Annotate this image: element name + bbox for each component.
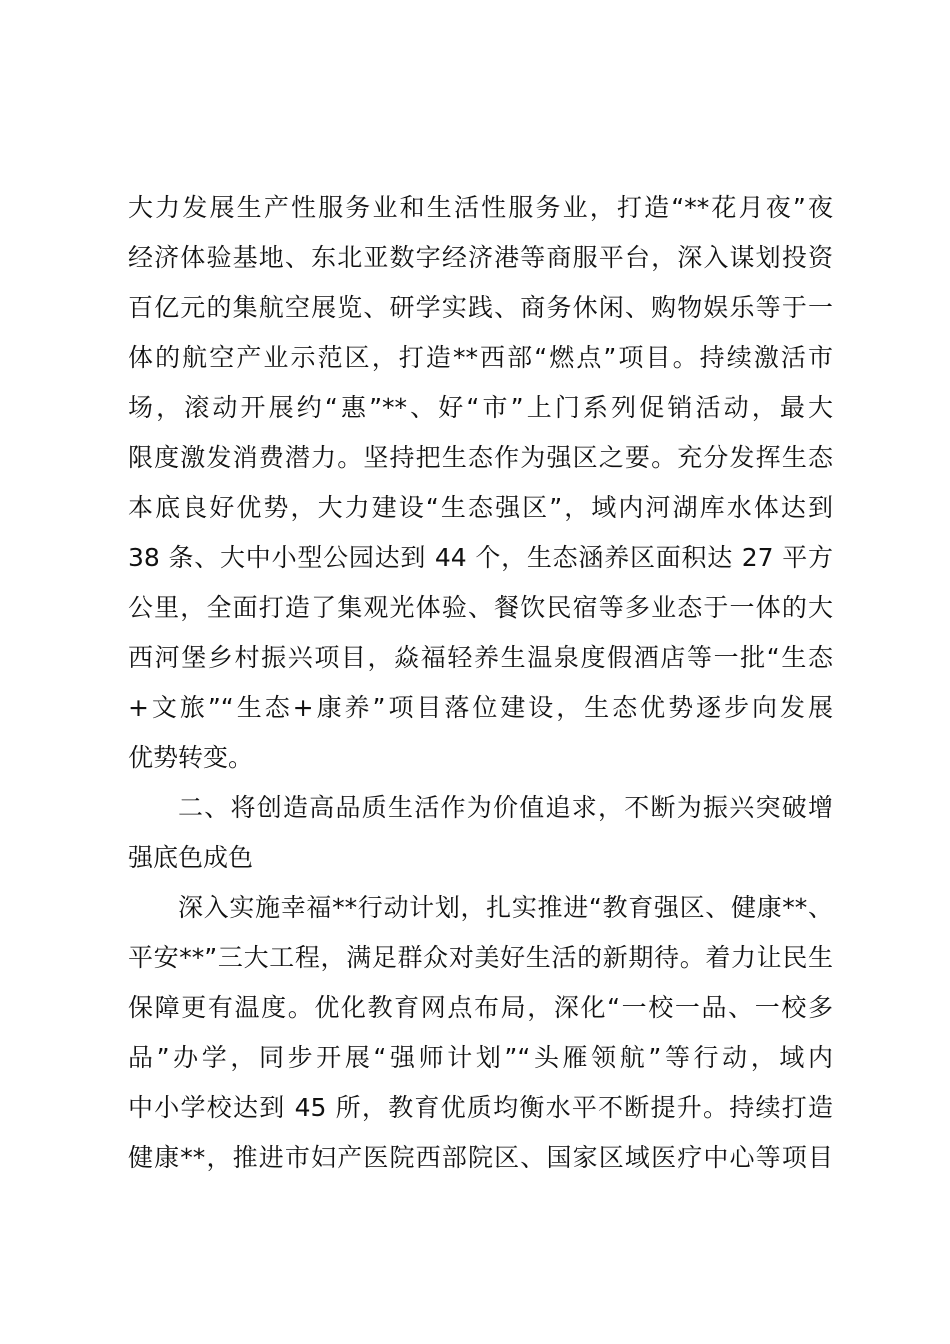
paragraph-line: 西河堡乡村振兴项目，焱福轻养生温泉度假酒店等一批“生态 bbox=[128, 643, 833, 672]
paragraph-line: 大力发展生产性服务业和生活性服务业，打造“**花月夜”夜 bbox=[128, 193, 833, 222]
paragraph-line: +文旅”“生态+康养”项目落位建设，生态优势逐步向发展 bbox=[128, 693, 833, 722]
paragraph-line: 保障更有温度。优化教育网点布局，深化“一校一品、一校多 bbox=[128, 993, 833, 1022]
paragraph-line: 经济体验基地、东北亚数字经济港等商服平台，深入谋划投资 bbox=[128, 243, 833, 272]
paragraph-line: 品”办学，同步开展“强师计划”“头雁领航”等行动，域内 bbox=[128, 1043, 833, 1072]
section-heading-line: 二、将创造高品质生活作为价值追求，不断为振兴突破增 bbox=[178, 793, 833, 822]
paragraph-line: 中小学校达到 45 所，教育优质均衡水平不断提升。持续打造 bbox=[128, 1093, 833, 1122]
paragraph-line: 限度激发消费潜力。坚持把生态作为强区之要。充分发挥生态 bbox=[128, 443, 833, 472]
paragraph-line: 平安**”三大工程，满足群众对美好生活的新期待。着力让民生 bbox=[128, 943, 833, 972]
paragraph-line: 公里，全面打造了集观光体验、餐饮民宿等多业态于一体的大 bbox=[128, 593, 833, 622]
paragraph-line: 体的航空产业示范区，打造**西部“燃点”项目。持续激活市 bbox=[128, 343, 833, 372]
paragraph-line: 38 条、大中小型公园达到 44 个，生态涵养区面积达 27 平方 bbox=[128, 543, 833, 572]
paragraph-line: 优势转变。 bbox=[128, 743, 254, 772]
paragraph-line: 场，滚动开展约“惠”**、好“市”上门系列促销活动，最大 bbox=[128, 393, 833, 422]
paragraph-line: 深入实施幸福**行动计划，扎实推进“教育强区、健康**、 bbox=[178, 893, 833, 922]
paragraph-line: 健康**，推进市妇产医院西部院区、国家区域医疗中心等项目 bbox=[128, 1143, 833, 1172]
paragraph-line: 百亿元的集航空展览、研学实践、商务休闲、购物娱乐等于一 bbox=[128, 293, 833, 322]
section-heading-line: 强底色成色 bbox=[128, 843, 254, 872]
paragraph-line: 本底良好优势，大力建设“生态强区”，域内河湖库水体达到 bbox=[128, 493, 833, 522]
